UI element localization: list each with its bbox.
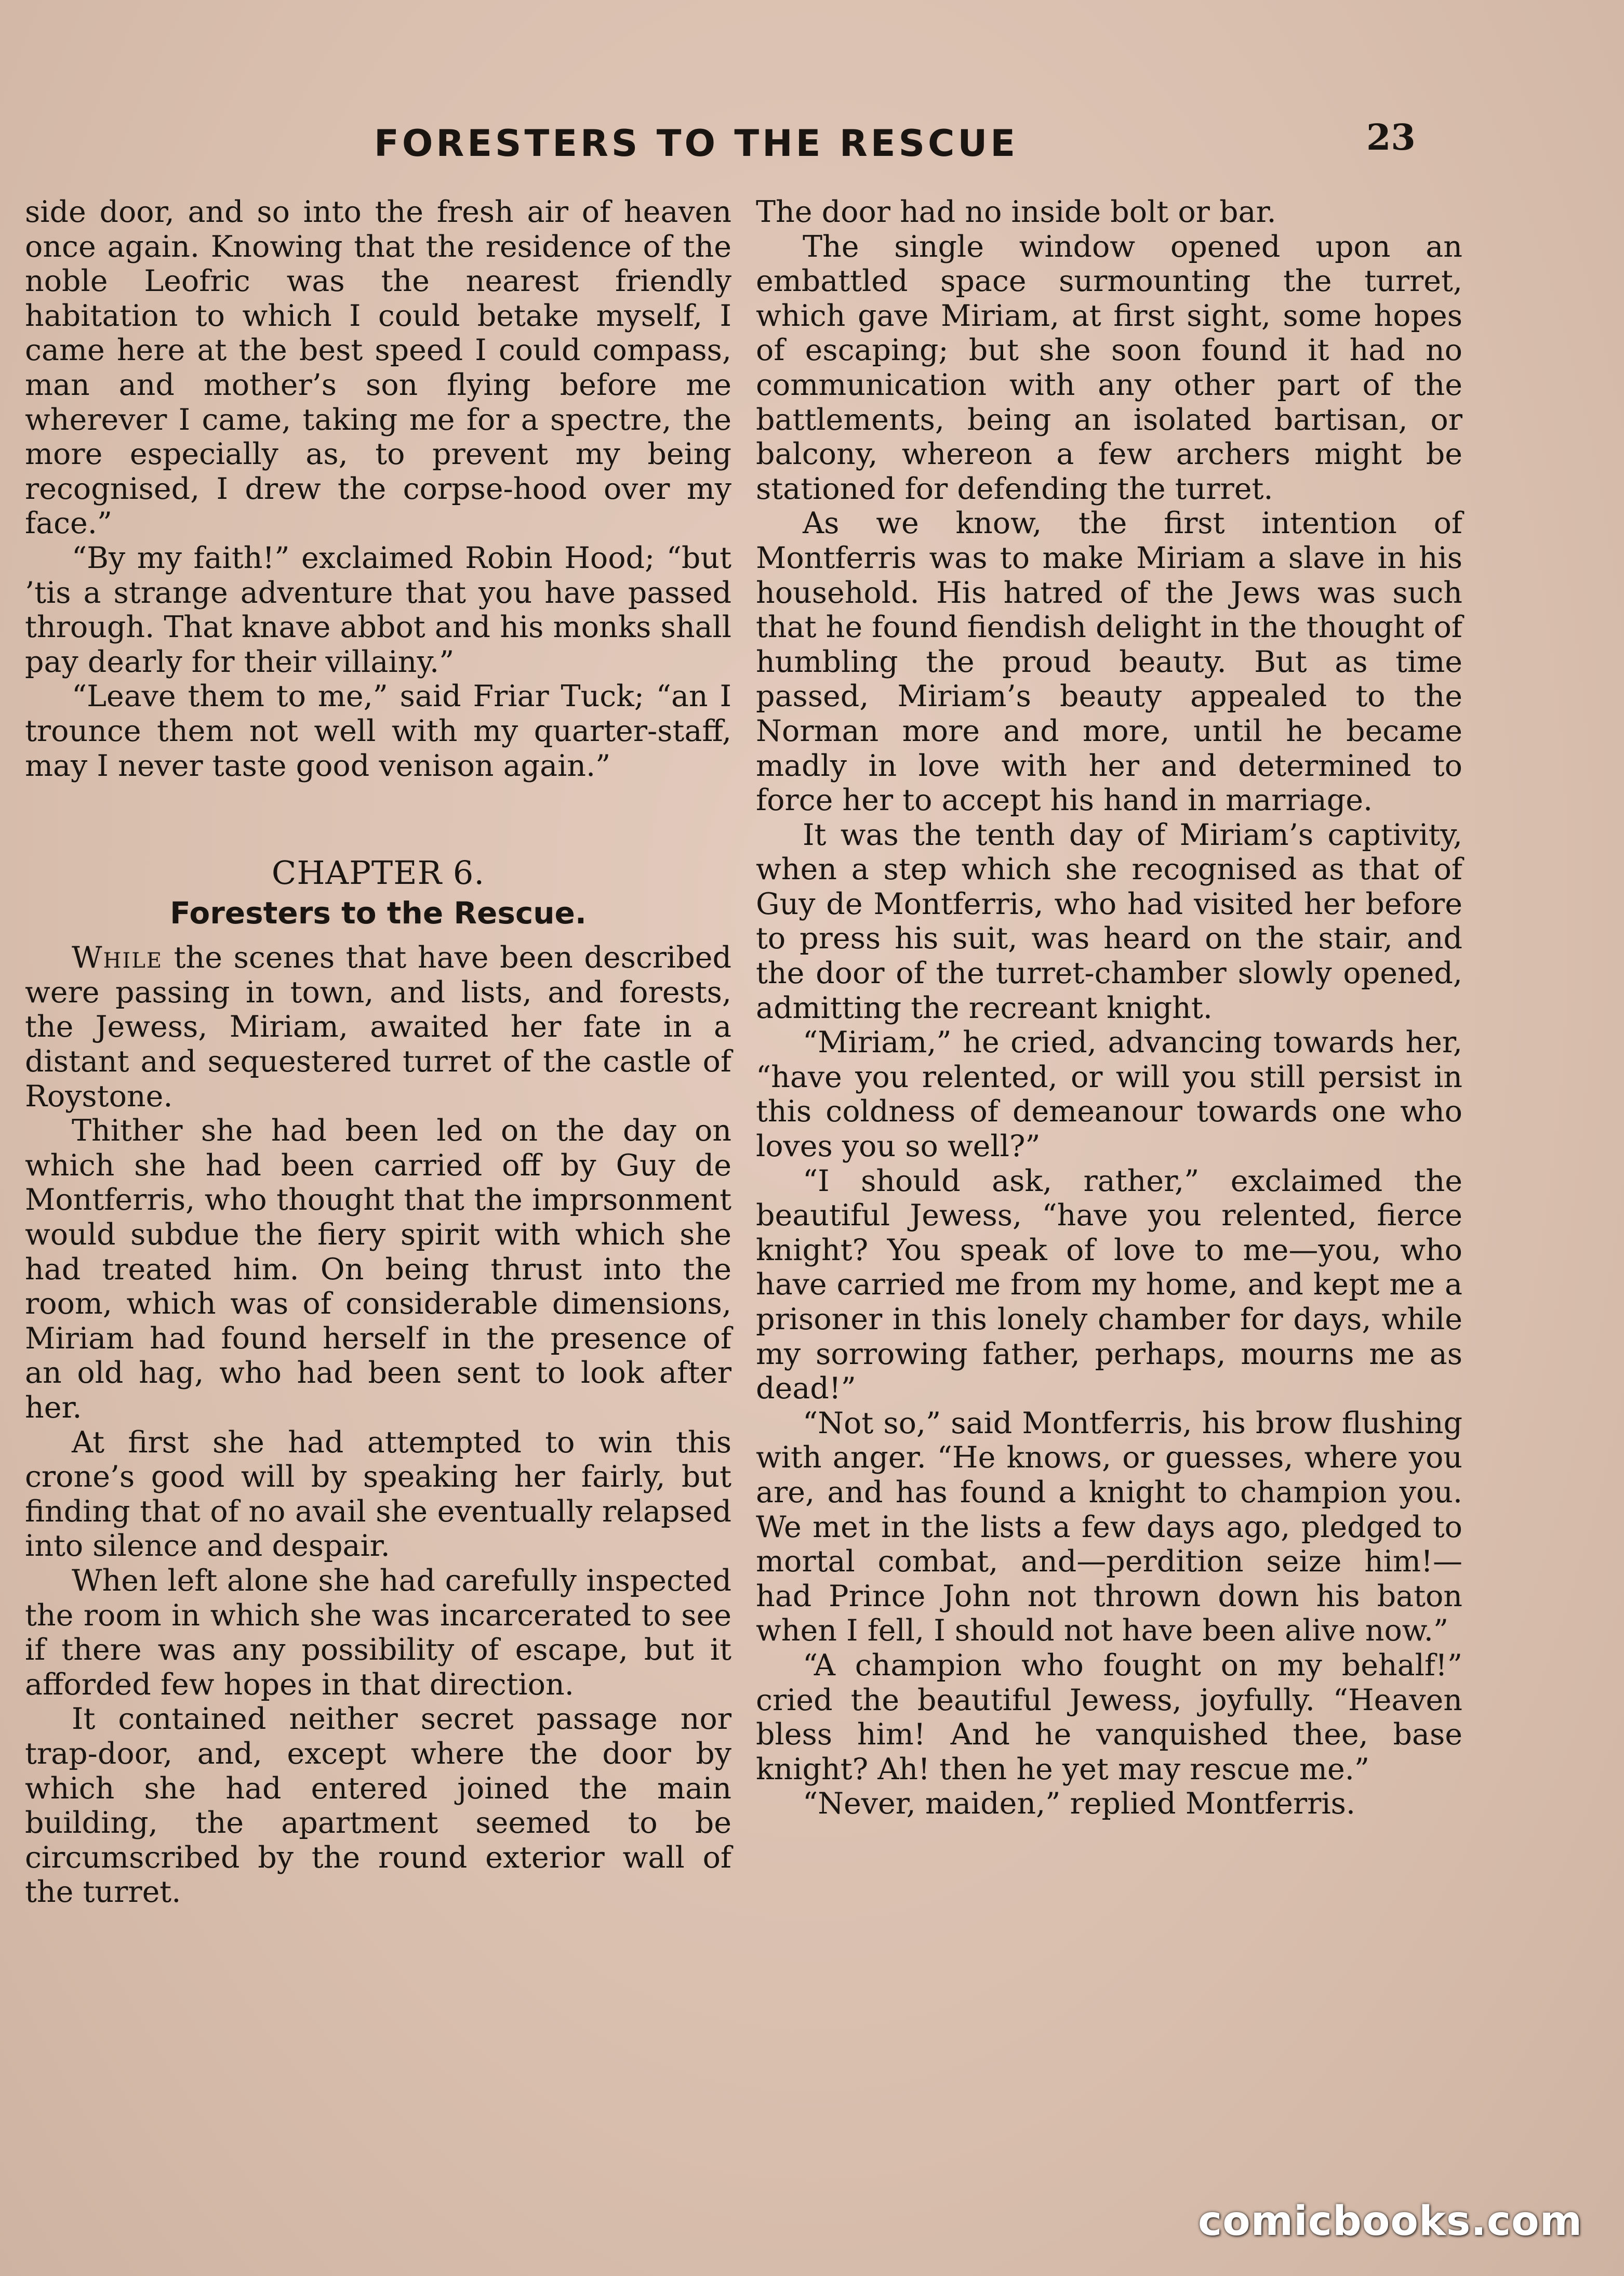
paragraph: When left alone she had carefully inspected the room in which she was incarcerated to see if there was any possibility of escape, but it afforded few hopes in that direction. bbox=[25, 1563, 731, 1702]
page-header bbox=[0, 117, 1624, 174]
right-column bbox=[756, 195, 1462, 1821]
paragraph: The door had no inside bolt or bar. bbox=[756, 195, 1276, 229]
running-title: FORESTERS TO THE RESCUE bbox=[374, 122, 1019, 165]
paragraph-text: the scenes that have been described were passing in town, and lists, and forests, the Jewess, Miriam, awaited her fate in a distant and sequestered turret of the castle of Roystone. bbox=[25, 941, 731, 1114]
paragraph: “Miriam,” he cried, advancing towards her, “have you relented, or will you still persist in this coldness of demeanour towards one who loves you so well?” bbox=[756, 1025, 1462, 1164]
paragraph: “Never, maiden,” replied Montferris. bbox=[803, 1787, 1355, 1821]
page-number: 23 bbox=[1366, 117, 1416, 158]
left-column bbox=[25, 195, 731, 1910]
paragraph bbox=[25, 941, 731, 1114]
paragraph: “Leave them to me,” said Friar Tuck; “an I trounce them not well with my quarter-staff, may I never taste good venison again.” bbox=[25, 679, 731, 783]
paragraph: It contained neither secret passage nor trap-door, and, except where the door by which she had entered joined the main building, the apartment seemed to be circumscribed by the round exterior wall of the turret. bbox=[25, 1702, 731, 1910]
paragraph: The single window opened upon an embattled space surmounting the turret, which gave Miriam, at first sight, some hopes of escaping; but she soon found it had no communication with any other part of the battlements, being an isolated bartisan, or balcony, whereon a few archers might be stationed for defending the turret. bbox=[756, 229, 1462, 506]
paragraph: As we know, the first intention of Montferris was to make Miriam a slave in his household. His hatred of the Jews was such that he found fiendish delight in the thought of humbling the proud beauty. But as time passed, Miriam’s beauty appealed to the Norman more and more, until he became madly in love with her and determined to force her to accept his hand in marriage. bbox=[756, 506, 1462, 818]
paragraph: “A champion who fought on my behalf!” cried the beautiful Jewess, joyfully. “Heaven bless him! And he vanquished thee, base knight? Ah! then he yet may rescue me.” bbox=[756, 1648, 1462, 1787]
lead-word: While bbox=[72, 941, 163, 975]
paragraph: “Not so,” said Montferris, his brow flushing with anger. “He knows, or guesses, where you are, and has found a knight to champion you. We met in the lists a few days ago, pledged to mortal combat, and—perdition seize him!—had Prince John not thrown down his baton when I fell, I should not have been alive now.” bbox=[756, 1406, 1462, 1648]
chapter-heading: CHAPTER 6. bbox=[271, 854, 485, 892]
chapter-title: Foresters to the Rescue. bbox=[170, 895, 587, 931]
paragraph: “By my faith!” exclaimed Robin Hood; “but ’tis a strange adventure that you have passed through. That knave abbot and his monks shall pay dearly for their villainy.” bbox=[25, 540, 731, 679]
paragraph: It was the tenth day of Miriam’s captivity, when a step which she recognised as that of Guy de Montferris, who had visited her before to press his suit, was heard on the stair, and the door of the turret-chamber slowly opened, admitting the recreant knight. bbox=[756, 817, 1462, 1025]
paragraph: “I should ask, rather,” exclaimed the beautiful Jewess, “have you relented, fierce knight? You speak of love to me—you, who have carried me from my home, and kept me a prisoner in this lonely chamber for days, while my sorrowing father, perhaps, mourns me as dead!” bbox=[756, 1163, 1462, 1406]
paragraph: Thither she had been led on the day on which she had been carried off by Guy de Montferris, who thought that the imprsonment would subdue the fiery spirit with which she had treated him. On being thrust into the room, which was of considerable dimensions, Miriam had found herself in the presence of an old hag, who had been sent to look after her. bbox=[25, 1114, 731, 1425]
paragraph: side door, and so into the fresh air of heaven once again. Knowing that the residence of the noble Leofric was the nearest friendly habitation to which I could betake myself, I came here at the best speed I could compass, man and mother’s son flying before me wherever I came, taking me for a spectre, the more especially as, to prevent my being recognised, I drew the corpse-hood over my face.” bbox=[25, 195, 731, 541]
paragraph: At first she had attempted to win this crone’s good will by speaking her fairly, but finding that of no avail she eventually relapsed into silence and despair. bbox=[25, 1425, 731, 1564]
watermark: comicbooks.com bbox=[1197, 2198, 1582, 2245]
